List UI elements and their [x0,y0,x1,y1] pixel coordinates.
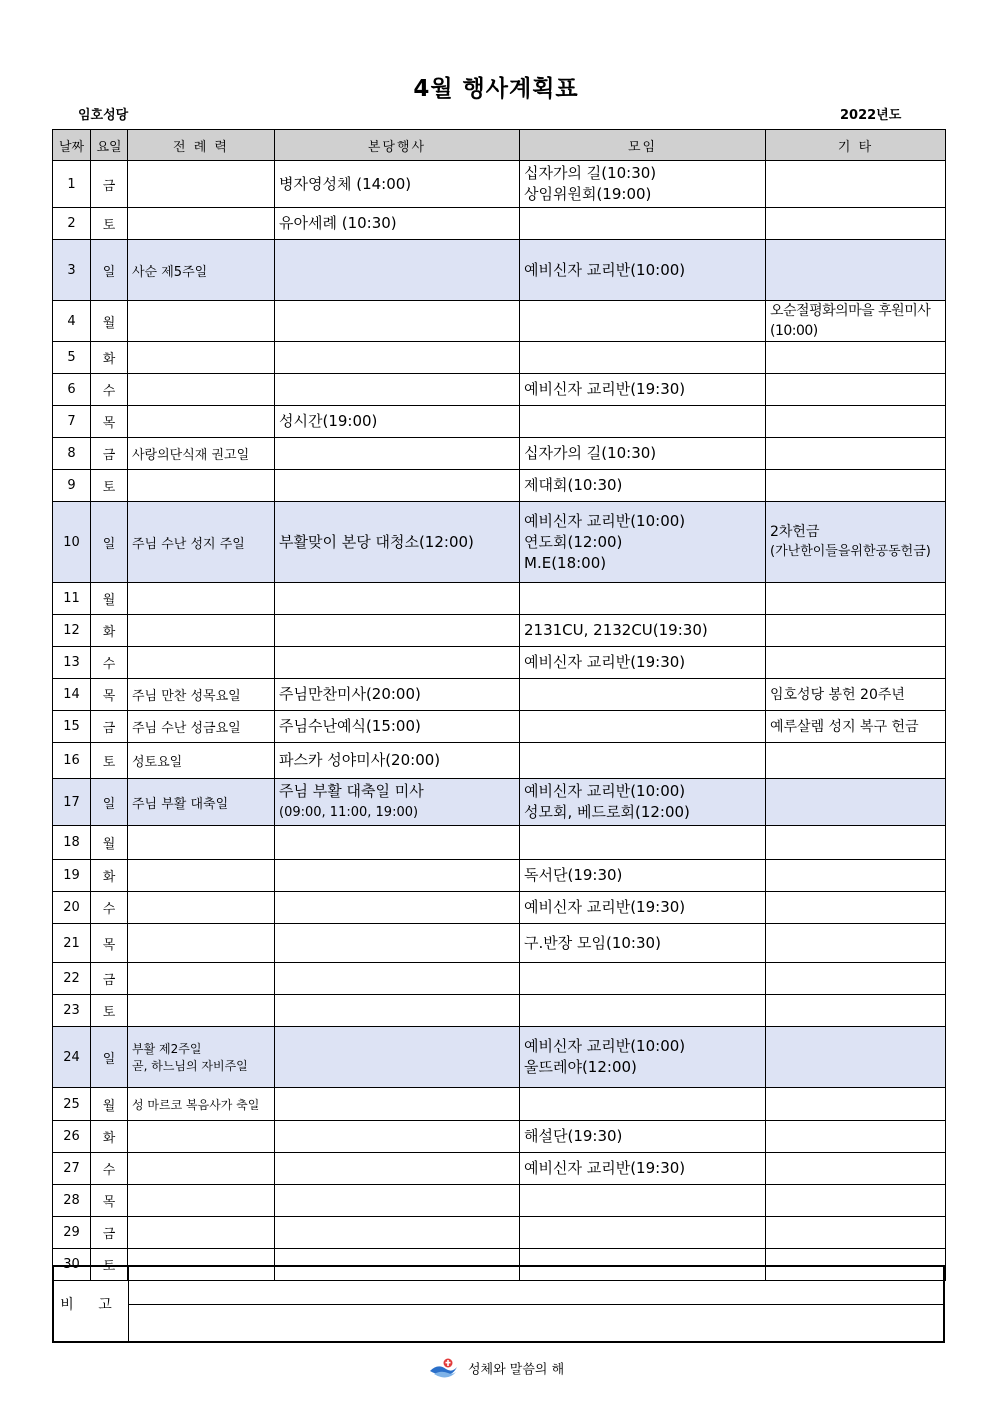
dow-cell: 토 [91,470,128,502]
etc-cell [766,342,946,374]
header-events: 본당행사 [275,130,520,161]
header-dow: 요일 [91,130,128,161]
table-row [53,711,946,743]
meeting-cell [520,995,766,1027]
event-cell [275,1027,520,1088]
table-row [53,743,946,779]
liturgy-cell [128,374,275,406]
dow-cell: 목 [91,1185,128,1217]
date-cell: 3 [53,240,91,301]
liturgy-cell: 사랑의단식재 권고일 [128,438,275,470]
event-times: (09:00, 11:00, 19:00) [279,805,419,820]
header-liturgy: 전 례 력 [128,130,275,161]
schedule-body [53,161,946,1281]
dow-cell: 금 [91,1217,128,1249]
table-row [53,406,946,438]
meeting-cell: 독서단(19:30) [520,860,766,892]
meeting-cell: 구.반장 모임(10:30) [520,924,766,963]
event-cell [275,924,520,963]
dow-cell: 금 [91,963,128,995]
event-cell [275,342,520,374]
header-meetings: 모임 [520,130,766,161]
date-cell: 30 [53,1249,91,1281]
date-cell: 16 [53,743,91,779]
etc-cell [766,438,946,470]
table-row [53,470,946,502]
liturgy-cell: 주님 부활 대축일 [128,779,275,826]
date-cell: 11 [53,583,91,615]
etc-cell [766,502,946,583]
table-row [53,161,946,208]
date-cell: 14 [53,679,91,711]
event-cell [275,963,520,995]
event-cell: 유아세례 (10:30) [275,208,520,240]
dow-cell: 목 [91,924,128,963]
etc-cell: 임호성당 봉헌 20주년 [766,679,946,711]
event-cell: 성시간(19:00) [275,406,520,438]
table-row [53,892,946,924]
liturgy-cell [128,161,275,208]
liturgy-cell [128,1153,275,1185]
event-cell [275,995,520,1027]
dow-cell: 수 [91,892,128,924]
meeting-cell [520,406,766,438]
dow-cell: 월 [91,1088,128,1121]
event-cell [275,860,520,892]
etc-cell [766,583,946,615]
etc-cell [766,1027,946,1088]
dow-cell: 화 [91,342,128,374]
etc-cell [766,924,946,963]
table-row [53,1217,946,1249]
etc-cell [766,208,946,240]
liturgy-cell [128,1217,275,1249]
meeting-cell: 제대회(10:30) [520,470,766,502]
remarks-table [52,1265,945,1343]
event-cell: 주님만찬미사(20:00) [275,679,520,711]
table-row [53,301,946,342]
event-cell [275,374,520,406]
meeting-cell [520,1185,766,1217]
date-cell: 17 [53,779,91,826]
meeting-cell: 예비신자 교리반(10:00) 연도회(12:00) M.E(18:00) [520,502,766,583]
table-row [53,679,946,711]
event-cell [275,301,520,342]
meeting-cell [520,208,766,240]
footer [0,1357,992,1379]
table-row [53,374,946,406]
date-cell: 18 [53,826,91,860]
date-cell: 20 [53,892,91,924]
liturgy-cell: 성토요일 [128,743,275,779]
etc-subline: (가난한이들을위한공동헌금) [770,544,931,559]
liturgy-cell: 성 마르코 복음사가 축일 [128,1088,275,1121]
dow-cell: 월 [91,583,128,615]
meeting-cell: 십자가의 길(10:30) 상임위원회(19:00) [520,161,766,208]
date-cell: 28 [53,1185,91,1217]
etc-cell [766,826,946,860]
date-cell: 15 [53,711,91,743]
table-header-row [53,130,946,161]
liturgy-cell: 주님 만찬 성목요일 [128,679,275,711]
table-row [53,995,946,1027]
dow-cell: 토 [91,743,128,779]
meeting-cell [520,743,766,779]
dow-cell: 화 [91,1121,128,1153]
event-cell [275,892,520,924]
etc-cell [766,1088,946,1121]
event-cell: 병자영성체 (14:00) [275,161,520,208]
table-row [53,1153,946,1185]
event-cell: 주님수난예식(15:00) [275,711,520,743]
liturgy-cell [128,301,275,342]
dow-cell: 목 [91,679,128,711]
header-date: 날짜 [53,130,91,161]
table-row [53,924,946,963]
dow-cell: 월 [91,826,128,860]
liturgy-cell [128,924,275,963]
parish-name: 임호성당 [78,108,129,123]
etc-cell: 오순절평화의마을 후원미사(10:00) [766,301,946,342]
event-cell [275,240,520,301]
meeting-cell [520,963,766,995]
date-cell: 19 [53,860,91,892]
etc-cell [766,963,946,995]
liturgy-cell [128,892,275,924]
meeting-cell [520,1217,766,1249]
liturgy-cell [128,615,275,647]
liturgy-cell [128,963,275,995]
dow-cell: 토 [91,208,128,240]
table-row [53,1185,946,1217]
date-cell: 29 [53,1217,91,1249]
date-cell: 7 [53,406,91,438]
liturgy-cell [128,860,275,892]
meeting-cell [520,711,766,743]
dow-cell: 금 [91,161,128,208]
etc-cell [766,470,946,502]
table-row [53,779,946,826]
meeting-cell: 예비신자 교리반(19:30) [520,1153,766,1185]
meeting-cell: 예비신자 교리반(19:30) [520,374,766,406]
table-row [53,240,946,301]
meeting-cell: 예비신자 교리반(10:00) [520,240,766,301]
etc-cell [766,995,946,1027]
etc-cell [766,1185,946,1217]
table-row [53,1027,946,1088]
event-cell: 파스카 성야미사(20:00) [275,743,520,779]
meeting-cell [520,826,766,860]
meeting-cell [520,679,766,711]
date-cell: 6 [53,374,91,406]
etc-cell [766,1121,946,1153]
etc-cell [766,1153,946,1185]
table-row [53,1121,946,1153]
liturgy-cell: 주님 수난 성지 주일 [128,502,275,583]
remarks-line-2 [129,1305,945,1343]
dow-cell: 일 [91,502,128,583]
dow-cell: 금 [91,438,128,470]
date-cell: 10 [53,502,91,583]
event-cell [275,1153,520,1185]
dow-cell: 수 [91,374,128,406]
liturgy-cell [128,208,275,240]
date-cell: 13 [53,647,91,679]
date-cell: 8 [53,438,91,470]
dow-cell: 토 [91,1249,128,1281]
event-cell [275,583,520,615]
dow-cell: 목 [91,406,128,438]
liturgy-cell [128,1121,275,1153]
event-cell [275,779,520,826]
liturgy-cell [128,342,275,374]
dow-cell: 토 [91,995,128,1027]
meeting-cell: 예비신자 교리반(19:30) [520,892,766,924]
event-cell [275,438,520,470]
table-row [53,208,946,240]
etc-cell [766,779,946,826]
remarks-label: 비 고 [53,1266,129,1342]
page-title: 4월 행사계획표 [413,76,579,102]
etc-cell [766,743,946,779]
liturgy-cell: 사순 제5주일 [128,240,275,301]
event-cell [275,1185,520,1217]
date-cell: 27 [53,1153,91,1185]
meeting-cell: 예비신자 교리반(10:00) 울뜨레야(12:00) [520,1027,766,1088]
etc-cell [766,374,946,406]
meeting-cell [520,1088,766,1121]
liturgy-cell: 부활 제2주일 곧, 하느님의 자비주일 [128,1027,275,1088]
etc-cell [766,615,946,647]
meeting-cell [520,342,766,374]
event-cell [275,615,520,647]
dow-cell: 화 [91,860,128,892]
event-cell [275,470,520,502]
table-row [53,583,946,615]
meeting-cell: 2131CU, 2132CU(19:30) [520,615,766,647]
date-cell: 12 [53,615,91,647]
dow-cell: 수 [91,647,128,679]
event-cell: 부활맞이 본당 대청소(12:00) [275,502,520,583]
meeting-cell: 예비신자 교리반(19:30) [520,647,766,679]
date-cell: 9 [53,470,91,502]
etc-cell [766,860,946,892]
meeting-cell [520,583,766,615]
date-cell: 25 [53,1088,91,1121]
table-row [53,826,946,860]
etc-line: 2차헌금 [770,524,820,540]
dow-cell: 일 [91,1027,128,1088]
table-row [53,963,946,995]
remarks-line-1 [129,1266,945,1305]
liturgy-cell [128,583,275,615]
meeting-cell: 해설단(19:30) [520,1121,766,1153]
liturgy-cell [128,470,275,502]
date-cell: 24 [53,1027,91,1088]
etc-cell [766,1217,946,1249]
liturgy-cell [128,647,275,679]
etc-cell [766,240,946,301]
table-row [53,860,946,892]
dow-cell: 일 [91,779,128,826]
event-cell [275,1217,520,1249]
date-cell: 23 [53,995,91,1027]
table-row [53,502,946,583]
footer-text: 성체와 말씀의 해 [467,1362,565,1378]
liturgy-cell [128,406,275,438]
etc-cell [766,406,946,438]
liturgy-cell [128,826,275,860]
meeting-cell: 예비신자 교리반(10:00) 성모회, 베드로회(12:00) [520,779,766,826]
meeting-cell [520,301,766,342]
event-line: 주님 부활 대축일 미사 [279,782,424,800]
etc-cell [766,892,946,924]
date-cell: 5 [53,342,91,374]
table-row [53,1088,946,1121]
dow-cell: 일 [91,240,128,301]
table-row [53,342,946,374]
header-etc: 기 타 [766,130,946,161]
schedule-table [52,129,946,1281]
etc-cell [766,161,946,208]
date-cell: 2 [53,208,91,240]
event-cell [275,647,520,679]
meeting-cell: 십자가의 길(10:30) [520,438,766,470]
event-cell [275,1121,520,1153]
liturgy-cell: 주님 수난 성금요일 [128,711,275,743]
etc-cell: 예루살렘 성지 복구 헌금 [766,711,946,743]
dow-cell: 수 [91,1153,128,1185]
dow-cell: 화 [91,615,128,647]
date-cell: 1 [53,161,91,208]
liturgy-cell [128,1185,275,1217]
date-cell: 22 [53,963,91,995]
table-row [53,647,946,679]
dow-cell: 월 [91,301,128,342]
event-cell [275,1088,520,1121]
table-row [53,615,946,647]
event-cell [275,826,520,860]
jubilee-logo-icon [428,1357,458,1379]
dow-cell: 금 [91,711,128,743]
year-label: 2022년도 [840,108,902,123]
date-cell: 4 [53,301,91,342]
date-cell: 21 [53,924,91,963]
table-row [53,438,946,470]
etc-cell [766,647,946,679]
date-cell: 26 [53,1121,91,1153]
liturgy-cell [128,995,275,1027]
